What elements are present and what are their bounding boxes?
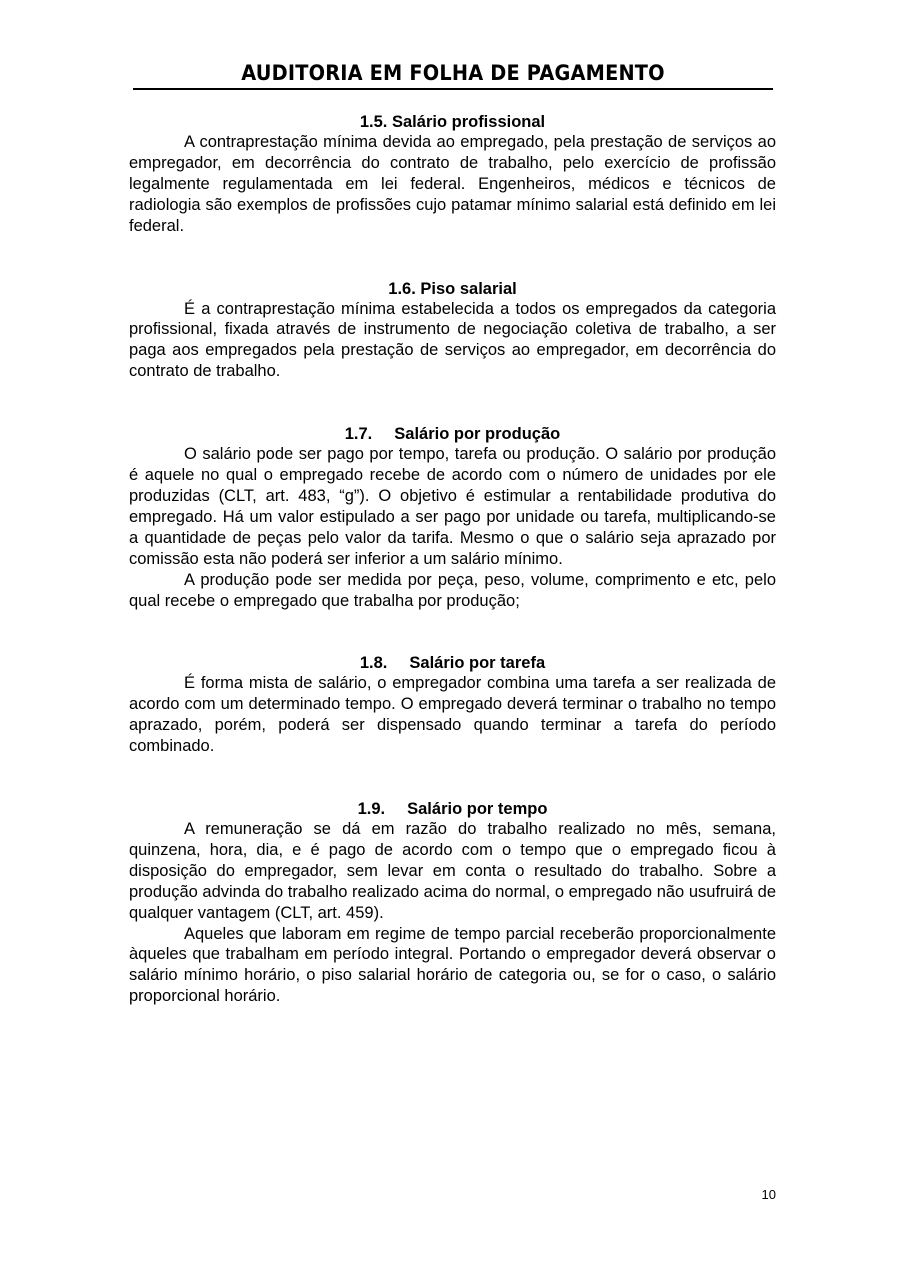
paragraph: A produção pode ser medida por peça, peso, volume, comprimento e etc, pelo qual recebe o empregado que trabalha por produção; xyxy=(129,570,776,610)
paragraph: O salário pode ser pago por tempo, tarefa ou produção. O salário por produção é aquele no qual o empregado recebe de acordo com o número de unidades por ele produzidas (CLT, art. 483, “g”). O objetivo é estimular a rentabilidade produtiva do empregado. Há um valor estipulado a ser pago por unidade ou tarefa, multiplicando-se a quantidade de peças pelo valor da tarifa. Mesmo o que o salário seja aprazado por comissão esta não poderá ser inferior a um salário mínimo. xyxy=(129,445,776,568)
section-heading-1-7 xyxy=(129,424,776,444)
section-title: Salário por tempo xyxy=(407,800,548,819)
section-title: Salário profissional xyxy=(392,113,546,131)
section-number: 1.9. xyxy=(357,800,386,819)
section-number: 1.7. xyxy=(344,425,373,444)
section-title: Salário por tarefa xyxy=(409,654,546,673)
document-body xyxy=(129,112,776,1007)
page-number: 10 xyxy=(761,1187,776,1202)
section-number: 1.5. xyxy=(359,113,388,131)
section-heading-1-8 xyxy=(129,653,776,673)
section-heading-1-5 xyxy=(129,112,776,132)
paragraph: A contraprestação mínima devida ao empregado, pela prestação de serviços ao empregador, em decorrência do contrato de trabalho, pelo exercício de profissão legalmente regulamentada em lei federal. Engenheiros, médicos e técnicos de radiologia são exemplos de profissões cujo patamar mínimo salarial está definido em lei federal. xyxy=(129,133,776,235)
page-header xyxy=(133,58,773,92)
paragraph: É a contraprestação mínima estabelecida a todos os empregados da categoria profissional, fixada através de instrumento de negociação coletiva de trabalho, a ser paga aos empregados pela prestação de serviços ao empregador, em decorrência do contrato de trabalho. xyxy=(129,299,776,381)
paragraph: Aqueles que laboram em regime de tempo parcial receberão proporcionalmente àqueles que trabalham em período integral. Portando o empregador deverá observar o salário mínimo horário, o piso salarial horário de categoria ou, se for o caso, o salário proporcional horário. xyxy=(129,924,776,1006)
paragraph: É forma mista de salário, o empregador combina uma tarefa a ser realizada de acordo com um determinado tempo. O empregado deverá terminar o trabalho no tempo aprazado, porém, poderá ser dispensado quando terminar a tarefa do período combinado. xyxy=(129,674,776,756)
section-number: 1.6. xyxy=(388,279,416,298)
section-heading-1-6 xyxy=(129,279,776,299)
header-underline xyxy=(133,88,773,90)
header-title: AUDITORIA EM FOLHA DE PAGAMENTO xyxy=(241,61,665,85)
section-title: Piso salarial xyxy=(420,279,517,298)
section-title: Salário por produção xyxy=(394,425,561,444)
section-number: 1.8. xyxy=(359,654,388,673)
paragraph: A remuneração se dá em razão do trabalho realizado no mês, semana, quinzena, hora, dia, e é pago de acordo com o tempo que o empregado ficou à disposição do empregador, sem levar em conta o resultado do trabalho. Sobre a produção advinda do trabalho realizado acima do normal, o empregado não usufruirá de qualquer vantagem (CLT, art. 459). xyxy=(129,820,776,922)
section-heading-1-9 xyxy=(129,799,776,819)
